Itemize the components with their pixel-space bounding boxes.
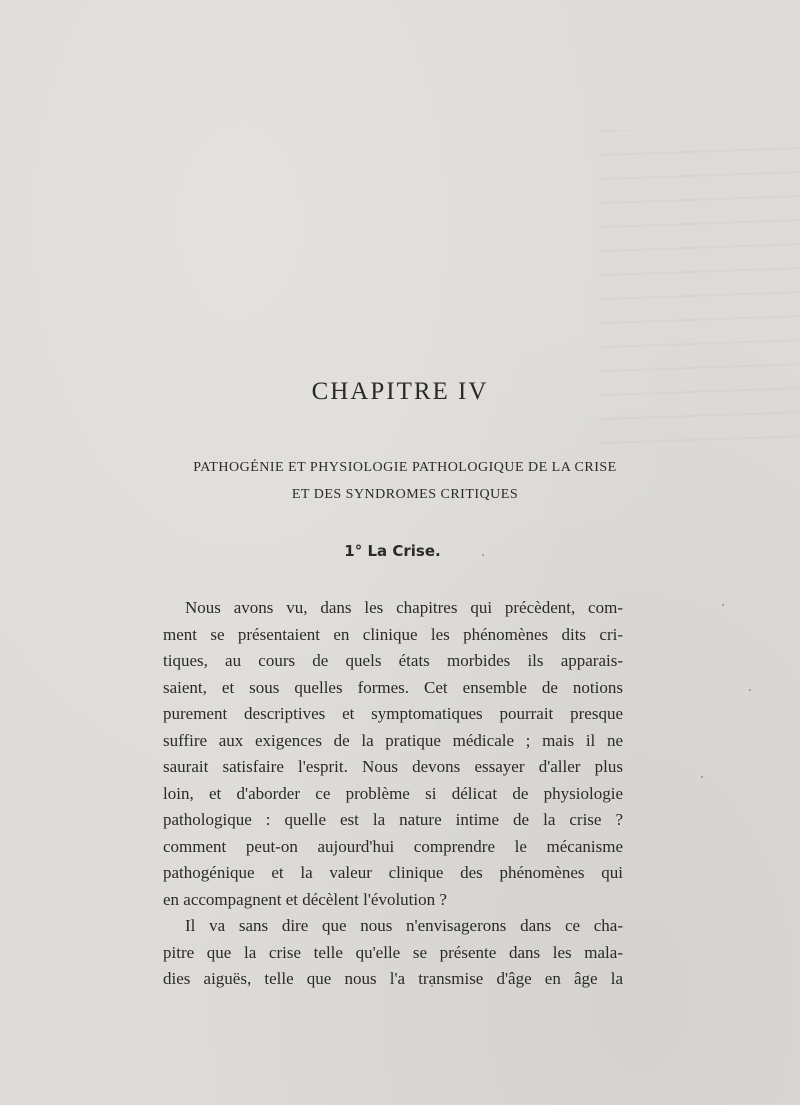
text-line: en accompagnent et décèlent l'évolution ?	[163, 889, 447, 909]
text-line: pathogénique et la valeur clinique des phénomènes qui	[163, 863, 623, 882]
text-line: saient, et sous quelles formes. Cet ensemble de notions	[163, 677, 623, 697]
paper-speck	[749, 689, 751, 691]
text-line: dies aiguës, telle que nous l'a transmise d'âge en âge la	[163, 969, 623, 988]
text-line: purement descriptives et symptomatiques pourrait presque	[163, 704, 623, 723]
paper-speck	[722, 604, 724, 606]
body-text	[163, 595, 623, 993]
text-line: pathologique : quelle est la nature intime de la crise ?	[163, 810, 623, 829]
paper-speck	[701, 776, 703, 778]
chapter-heading: CHAPITRE IV	[311, 378, 489, 405]
text-line: saurait satisfaire l'esprit. Nous devons essayer d'aller plus	[163, 757, 623, 776]
paper-speck	[482, 554, 484, 556]
text-line: Il va sans dire que nous n'envisagerons dans ce cha-	[185, 916, 623, 935]
text-line: tiques, au cours de quels états morbides ils apparais-	[163, 651, 623, 670]
text-line: suffire aux exigences de la pratique médicale ; mais il ne	[163, 730, 623, 750]
text-line: ment se présentaient en clinique les phénomènes dits cri-	[163, 624, 623, 644]
text-line: loin, et d'aborder ce problème si délicat de physiologie	[163, 783, 623, 803]
text-line: Nous avons vu, dans les chapitres qui précèdent, com-	[185, 598, 623, 617]
text-line: comment peut-on aujourd'hui comprendre le mécanisme	[163, 836, 623, 856]
subsection-heading: 1° La Crise.	[344, 542, 441, 560]
paragraph-1	[163, 595, 623, 913]
show-through-text	[600, 130, 800, 460]
paper-speck	[431, 985, 433, 987]
section-heading	[140, 454, 670, 508]
paragraph-2	[163, 913, 623, 993]
section-heading-line-1: PATHOGÉNIE ET PHYSIOLOGIE PATHOLOGIQUE DE LA CRISE	[193, 460, 617, 475]
text-line: pitre que la crise telle qu'elle se présente dans les mala-	[163, 942, 623, 962]
section-heading-line-2: ET DES SYNDROMES CRITIQUES	[291, 487, 519, 502]
